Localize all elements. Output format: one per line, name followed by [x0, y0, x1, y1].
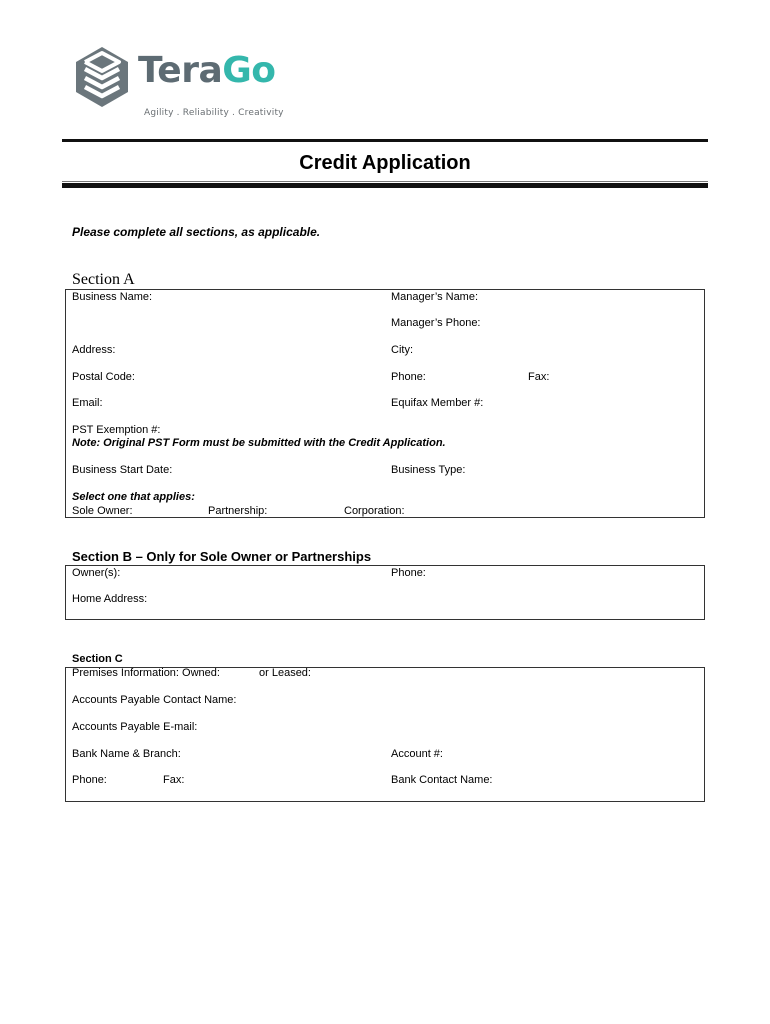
logo-wordmark-go: Go	[222, 50, 276, 91]
ap-contact-name-field[interactable]: Accounts Payable Contact Name:	[72, 694, 237, 706]
premises-owned-field[interactable]: Premises Information: Owned:	[72, 667, 220, 679]
section-b-title: Section B – Only for Sole Owner or Partnerships	[72, 549, 372, 564]
owners-field[interactable]: Owner(s):	[72, 567, 121, 579]
address-field[interactable]: Address:	[72, 344, 116, 356]
city-field[interactable]: City:	[391, 344, 413, 356]
business-name-field[interactable]: Business Name:	[72, 291, 153, 303]
ap-email-field[interactable]: Accounts Payable E-mail:	[72, 721, 198, 733]
bank-contact-name-field[interactable]: Bank Contact Name:	[391, 774, 493, 786]
corporation-option[interactable]: Corporation:	[344, 505, 405, 517]
title-rule-bottom	[62, 183, 708, 188]
section-c-title: Section C	[72, 653, 123, 665]
logo-wordmark-tera: Tera	[138, 50, 223, 91]
home-address-field[interactable]: Home Address:	[72, 593, 148, 605]
business-start-date-field[interactable]: Business Start Date:	[72, 464, 173, 476]
managers-phone-field[interactable]: Manager’s Phone:	[391, 317, 481, 329]
fax-field[interactable]: Fax:	[528, 371, 550, 383]
section-c-box	[65, 667, 705, 802]
account-number-field[interactable]: Account #:	[391, 748, 443, 760]
bank-fax-field[interactable]: Fax:	[163, 774, 185, 786]
section-a-title: Section A	[72, 271, 135, 288]
bank-name-branch-field[interactable]: Bank Name & Branch:	[72, 748, 181, 760]
section-b-box	[65, 565, 705, 620]
managers-name-field[interactable]: Manager’s Name:	[391, 291, 479, 303]
equifax-member-field[interactable]: Equifax Member #:	[391, 397, 484, 409]
instruction-text: Please complete all sections, as applicable.	[72, 225, 321, 239]
pst-note: Note: Original PST Form must be submitted with the Credit Application.	[72, 437, 446, 449]
logo-wordmark	[138, 50, 276, 91]
stacked-layers-logo-icon	[72, 45, 132, 109]
page-title: Credit Application	[299, 152, 471, 174]
logo-tagline: Agility . Reliability . Creativity	[144, 108, 284, 118]
partnership-option[interactable]: Partnership:	[208, 505, 268, 517]
terago-logo	[72, 45, 284, 120]
postal-code-field[interactable]: Postal Code:	[72, 371, 135, 383]
email-field[interactable]: Email:	[72, 397, 103, 409]
section-a-box	[65, 289, 705, 518]
title-rule-bottom-thin	[62, 181, 708, 182]
owner-phone-field[interactable]: Phone:	[391, 567, 426, 579]
bank-phone-field[interactable]: Phone:	[72, 774, 107, 786]
select-one-label: Select one that applies:	[72, 491, 195, 503]
sole-owner-option[interactable]: Sole Owner:	[72, 505, 133, 517]
phone-field[interactable]: Phone:	[391, 371, 426, 383]
business-type-field[interactable]: Business Type:	[391, 464, 466, 476]
pst-exemption-field[interactable]: PST Exemption #:	[72, 424, 161, 436]
title-rule-top	[62, 139, 708, 142]
premises-leased-field[interactable]: or Leased:	[259, 667, 311, 679]
